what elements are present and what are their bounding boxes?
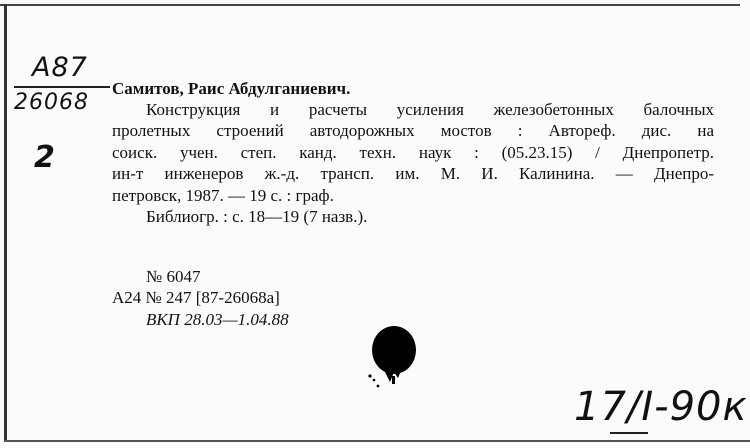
author-heading: Самитов, Раис Абдулганиевич. (112, 79, 351, 98)
card-border-left (4, 4, 7, 440)
copy-number: 2 (34, 140, 55, 175)
catalog-number: А24 № 247 [87-26068а] (112, 288, 280, 307)
card-border-top (0, 4, 740, 6)
handwritten-date: 17/I-90к (574, 384, 748, 430)
card-border-bottom (4, 440, 750, 442)
vkp-number: ВКП 28.03—1.04.88 (146, 310, 289, 329)
date-underline (610, 432, 648, 434)
description-line-1: Конструкция и расчеты усиления железобетонных балочных (146, 100, 714, 119)
description-line-2: пролетных строений автодорожных мостов : Автореф. дис. на (112, 121, 714, 140)
bibliography-note: Библиогр. : с. 18—19 (7 назв.). (146, 207, 368, 226)
description-line-5: петровск, 1987. — 19 с. : граф. (112, 186, 334, 205)
shelf-code: А87 (32, 52, 88, 83)
accession-number: 26068 (14, 90, 89, 115)
description-line-3: соиск. учен. степ. канд. техн. наук : (05.23.15) / Днепропетр. (112, 143, 714, 162)
shelf-divider (14, 86, 110, 88)
description-line-4: ин-т инженеров ж.-д. трансп. им. М. И. Калинина. — Днепро- (112, 164, 714, 183)
ink-blot (364, 326, 420, 394)
record-number: № 6047 (146, 267, 201, 286)
